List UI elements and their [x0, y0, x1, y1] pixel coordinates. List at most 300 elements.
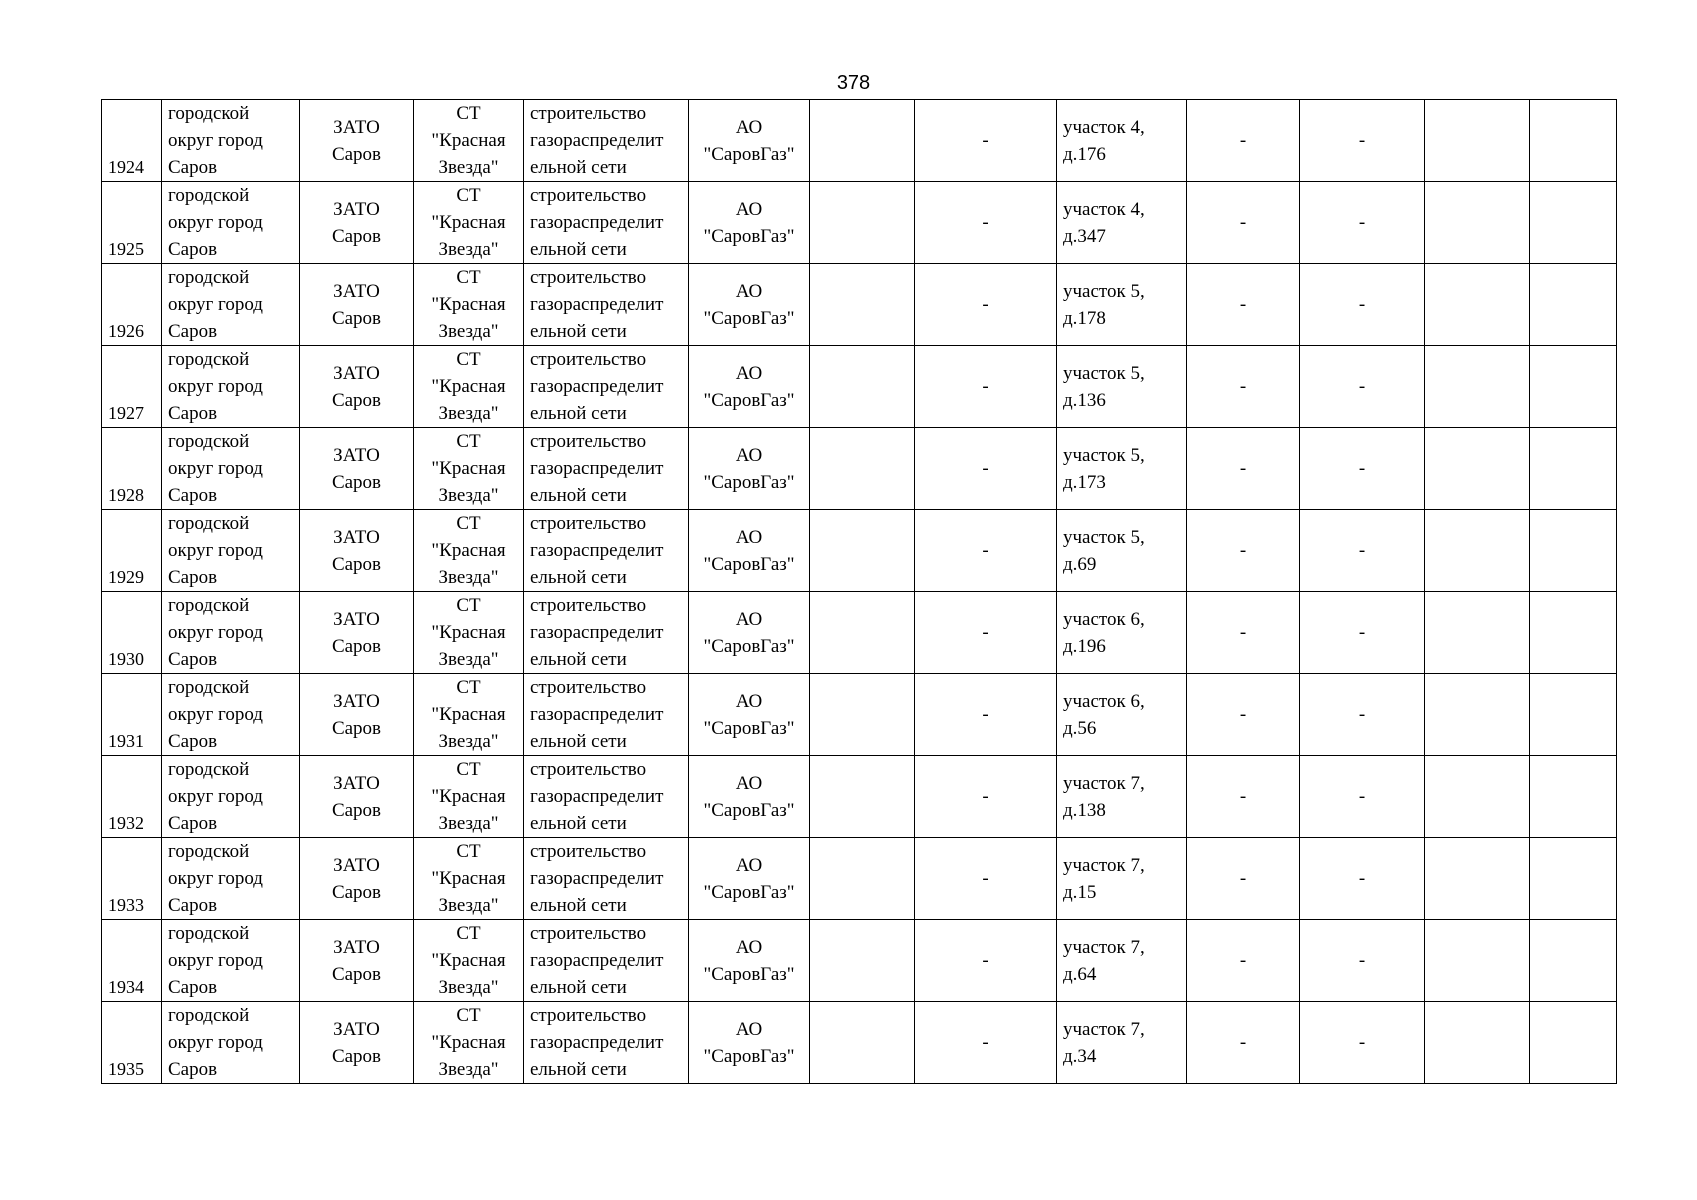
table-row	[102, 100, 1617, 182]
col8-value: -	[982, 622, 989, 643]
col8-value: -	[982, 950, 989, 971]
address-line: д.56	[1063, 717, 1097, 739]
col11-value: -	[1358, 130, 1366, 151]
purpose-line: строительство	[530, 677, 647, 698]
dash-cell-8	[915, 756, 1057, 838]
society-line: СТ	[456, 759, 481, 780]
municipality-line: округ город	[168, 130, 263, 151]
purpose-line: ельной сети	[530, 403, 627, 424]
society-line: СТ	[456, 513, 481, 534]
col11-value: -	[1358, 786, 1366, 807]
empty-cell-12	[1425, 838, 1530, 920]
table-body	[102, 100, 1617, 1084]
dash-cell-8	[915, 1002, 1057, 1084]
society-line: СТ	[456, 103, 481, 124]
society-line: "Красная	[431, 868, 506, 889]
address-cell	[1057, 592, 1187, 674]
organization-line: АО	[735, 526, 763, 548]
municipality-line: округ город	[168, 458, 263, 479]
municipality-line: округ город	[168, 868, 263, 889]
empty-cell-13	[1530, 100, 1617, 182]
organization-cell	[689, 428, 810, 510]
purpose-cell	[524, 428, 689, 510]
municipality-cell	[162, 510, 300, 592]
empty-cell-7	[810, 182, 915, 264]
municipality-cell	[162, 428, 300, 510]
society-line: СТ	[456, 677, 481, 698]
zato-line: Саров	[331, 307, 382, 329]
address-line: участок 6,	[1063, 690, 1145, 712]
municipality-cell	[162, 100, 300, 182]
society-line: СТ	[456, 431, 481, 452]
row-number-cell	[102, 264, 162, 346]
empty-cell-7	[810, 100, 915, 182]
organization-line: "СаровГаз"	[703, 389, 795, 411]
empty-cell-12	[1425, 346, 1530, 428]
row-number-cell	[102, 100, 162, 182]
purpose-line: ельной сети	[530, 567, 627, 588]
empty-cell-12	[1425, 674, 1530, 756]
col10-value: -	[1239, 212, 1247, 233]
municipality-line: Саров	[168, 239, 218, 260]
dash-cell-8	[915, 674, 1057, 756]
society-line: "Красная	[431, 1032, 506, 1053]
col10-value: -	[1239, 458, 1247, 479]
empty-cell-13	[1530, 674, 1617, 756]
purpose-cell	[524, 920, 689, 1002]
dash-cell-8	[915, 182, 1057, 264]
dash-cell-10	[1187, 264, 1300, 346]
page-number: 378	[836, 72, 871, 94]
col8-value: -	[982, 540, 989, 561]
row-number-cell	[102, 756, 162, 838]
purpose-cell	[524, 838, 689, 920]
zato-line: ЗАТО	[333, 936, 380, 958]
zato-line: Саров	[331, 963, 382, 985]
col11-value: -	[1358, 704, 1366, 725]
table-row	[102, 674, 1617, 756]
row-number: 1925	[108, 239, 144, 259]
col10-value: -	[1239, 622, 1247, 643]
row-number: 1924	[108, 157, 144, 177]
municipality-line: Саров	[168, 157, 218, 178]
col10-value: -	[1239, 376, 1247, 397]
municipality-cell	[162, 756, 300, 838]
empty-cell-12	[1425, 756, 1530, 838]
dash-cell-11	[1300, 428, 1425, 510]
col10-value: -	[1239, 868, 1247, 889]
empty-cell-13	[1530, 838, 1617, 920]
municipality-line: городской	[168, 841, 250, 862]
dash-cell-8	[915, 100, 1057, 182]
zato-cell	[300, 674, 414, 756]
zato-cell	[300, 1002, 414, 1084]
society-line: СТ	[456, 595, 481, 616]
col10-value: -	[1239, 786, 1247, 807]
society-line: Звезда"	[438, 239, 499, 260]
society-line: "Красная	[431, 212, 506, 233]
municipality-cell	[162, 264, 300, 346]
empty-cell-12	[1425, 428, 1530, 510]
society-line: "Красная	[431, 622, 506, 643]
purpose-cell	[524, 1002, 689, 1084]
organization-cell	[689, 182, 810, 264]
society-line: Звезда"	[438, 321, 499, 342]
purpose-line: строительство	[530, 513, 647, 534]
address-line: д.178	[1063, 307, 1106, 329]
col11-value: -	[1358, 458, 1366, 479]
address-line: участок 7,	[1063, 772, 1145, 794]
empty-cell-7	[810, 838, 915, 920]
address-cell	[1057, 264, 1187, 346]
society-line: "Красная	[431, 786, 506, 807]
empty-cell-13	[1530, 428, 1617, 510]
col11-value: -	[1358, 212, 1366, 233]
col8-value: -	[982, 294, 989, 315]
zato-line: ЗАТО	[333, 526, 380, 548]
address-cell	[1057, 100, 1187, 182]
organization-line: АО	[735, 608, 763, 630]
municipality-line: Саров	[168, 649, 218, 670]
municipality-line: городской	[168, 513, 250, 534]
address-line: д.173	[1063, 471, 1106, 493]
purpose-line: газораспределит	[530, 1032, 664, 1053]
col10-value: -	[1239, 704, 1247, 725]
society-line: "Красная	[431, 704, 506, 725]
organization-cell	[689, 346, 810, 428]
col11-value: -	[1358, 622, 1366, 643]
dash-cell-10	[1187, 756, 1300, 838]
purpose-line: строительство	[530, 759, 647, 780]
purpose-line: газораспределит	[530, 704, 664, 725]
empty-cell-12	[1425, 182, 1530, 264]
municipality-line: Саров	[168, 895, 218, 916]
dash-cell-11	[1300, 674, 1425, 756]
dash-cell-8	[915, 838, 1057, 920]
col11-value: -	[1358, 1032, 1366, 1053]
society-line: СТ	[456, 185, 481, 206]
organization-cell	[689, 100, 810, 182]
purpose-cell	[524, 592, 689, 674]
zato-line: ЗАТО	[333, 608, 380, 630]
zato-cell	[300, 592, 414, 674]
zato-line: Саров	[331, 1045, 382, 1067]
society-line: Звезда"	[438, 403, 499, 424]
municipality-line: городской	[168, 595, 250, 616]
municipality-line: Саров	[168, 813, 218, 834]
address-line: д.347	[1063, 225, 1106, 247]
zato-cell	[300, 182, 414, 264]
dash-cell-10	[1187, 1002, 1300, 1084]
society-line: СТ	[456, 349, 481, 370]
organization-line: АО	[735, 1018, 763, 1040]
purpose-line: строительство	[530, 431, 647, 452]
empty-cell-13	[1530, 510, 1617, 592]
col11-value: -	[1358, 294, 1366, 315]
zato-line: ЗАТО	[333, 854, 380, 876]
zato-line: ЗАТО	[333, 772, 380, 794]
organization-line: "СаровГаз"	[703, 881, 795, 903]
address-line: д.64	[1063, 963, 1097, 985]
municipality-cell	[162, 346, 300, 428]
empty-cell-7	[810, 346, 915, 428]
purpose-line: ельной сети	[530, 813, 627, 834]
purpose-cell	[524, 674, 689, 756]
society-line: СТ	[456, 841, 481, 862]
address-line: участок 7,	[1063, 1018, 1145, 1040]
col8-value: -	[982, 868, 989, 889]
table-row	[102, 592, 1617, 674]
society-line: Звезда"	[438, 649, 499, 670]
address-line: д.136	[1063, 389, 1106, 411]
empty-cell-13	[1530, 592, 1617, 674]
address-line: участок 5,	[1063, 280, 1145, 302]
purpose-line: газораспределит	[530, 540, 664, 561]
purpose-line: ельной сети	[530, 731, 627, 752]
purpose-line: газораспределит	[530, 130, 664, 151]
dash-cell-11	[1300, 592, 1425, 674]
address-cell	[1057, 1002, 1187, 1084]
society-line: Звезда"	[438, 813, 499, 834]
zato-cell	[300, 346, 414, 428]
col8-value: -	[982, 786, 989, 807]
purpose-line: строительство	[530, 1005, 647, 1026]
row-number-cell	[102, 920, 162, 1002]
organization-line: "СаровГаз"	[703, 717, 795, 739]
zato-cell	[300, 264, 414, 346]
society-line: "Красная	[431, 376, 506, 397]
society-line: "Красная	[431, 458, 506, 479]
dash-cell-11	[1300, 264, 1425, 346]
empty-cell-12	[1425, 264, 1530, 346]
empty-cell-7	[810, 1002, 915, 1084]
society-cell	[414, 920, 524, 1002]
zato-line: Саров	[331, 717, 382, 739]
dash-cell-11	[1300, 756, 1425, 838]
municipality-line: Саров	[168, 321, 218, 342]
address-line: д.34	[1063, 1045, 1097, 1067]
dash-cell-11	[1300, 182, 1425, 264]
society-line: Звезда"	[438, 1059, 499, 1080]
empty-cell-7	[810, 264, 915, 346]
dash-cell-8	[915, 510, 1057, 592]
row-number: 1929	[108, 567, 144, 587]
municipality-line: округ город	[168, 786, 263, 807]
municipality-line: городской	[168, 1005, 250, 1026]
purpose-line: строительство	[530, 185, 647, 206]
purpose-line: строительство	[530, 595, 647, 616]
dash-cell-11	[1300, 920, 1425, 1002]
purpose-cell	[524, 264, 689, 346]
municipality-line: городской	[168, 185, 250, 206]
address-line: участок 5,	[1063, 362, 1145, 384]
zato-cell	[300, 920, 414, 1002]
empty-cell-12	[1425, 100, 1530, 182]
address-line: участок 4,	[1063, 198, 1145, 220]
row-number: 1931	[108, 731, 144, 751]
organization-line: АО	[735, 854, 763, 876]
empty-cell-7	[810, 510, 915, 592]
dash-cell-11	[1300, 838, 1425, 920]
purpose-line: ельной сети	[530, 1059, 627, 1080]
organization-line: "СаровГаз"	[703, 307, 795, 329]
purpose-line: газораспределит	[530, 950, 664, 971]
purpose-line: газораспределит	[530, 622, 664, 643]
empty-cell-7	[810, 756, 915, 838]
empty-cell-12	[1425, 510, 1530, 592]
society-line: СТ	[456, 267, 481, 288]
col10-value: -	[1239, 130, 1247, 151]
society-line: "Красная	[431, 130, 506, 151]
municipality-line: округ город	[168, 622, 263, 643]
purpose-cell	[524, 100, 689, 182]
col11-value: -	[1358, 868, 1366, 889]
zato-line: ЗАТО	[333, 362, 380, 384]
empty-cell-13	[1530, 346, 1617, 428]
address-line: д.196	[1063, 635, 1106, 657]
dash-cell-8	[915, 264, 1057, 346]
society-cell	[414, 838, 524, 920]
dash-cell-10	[1187, 838, 1300, 920]
purpose-line: строительство	[530, 349, 647, 370]
society-cell	[414, 674, 524, 756]
society-line: СТ	[456, 1005, 481, 1026]
dash-cell-10	[1187, 428, 1300, 510]
society-line: Звезда"	[438, 731, 499, 752]
address-line: участок 5,	[1063, 526, 1145, 548]
col10-value: -	[1239, 950, 1247, 971]
organization-cell	[689, 838, 810, 920]
table-row	[102, 920, 1617, 1002]
organization-line: АО	[735, 690, 763, 712]
zato-line: Саров	[331, 799, 382, 821]
society-line: Звезда"	[438, 977, 499, 998]
address-cell	[1057, 428, 1187, 510]
address-line: участок 6,	[1063, 608, 1145, 630]
table-row	[102, 1002, 1617, 1084]
purpose-line: строительство	[530, 923, 647, 944]
purpose-line: газораспределит	[530, 212, 664, 233]
organization-line: АО	[735, 198, 763, 220]
organization-line: "СаровГаз"	[703, 225, 795, 247]
municipality-line: городской	[168, 759, 250, 780]
organization-line: АО	[735, 772, 763, 794]
zato-cell	[300, 100, 414, 182]
dash-cell-8	[915, 428, 1057, 510]
address-cell	[1057, 346, 1187, 428]
municipality-cell	[162, 920, 300, 1002]
row-number-cell	[102, 674, 162, 756]
society-line: Звезда"	[438, 895, 499, 916]
zato-cell	[300, 756, 414, 838]
society-cell	[414, 346, 524, 428]
dash-cell-10	[1187, 182, 1300, 264]
dash-cell-8	[915, 346, 1057, 428]
society-line: СТ	[456, 923, 481, 944]
address-line: участок 4,	[1063, 116, 1145, 138]
row-number: 1930	[108, 649, 144, 669]
table-row	[102, 510, 1617, 592]
col8-value: -	[982, 376, 989, 397]
municipality-line: округ город	[168, 376, 263, 397]
address-cell	[1057, 920, 1187, 1002]
table-row	[102, 182, 1617, 264]
col11-value: -	[1358, 376, 1366, 397]
purpose-line: газораспределит	[530, 458, 664, 479]
society-cell	[414, 100, 524, 182]
organization-cell	[689, 674, 810, 756]
address-line: участок 7,	[1063, 936, 1145, 958]
table-row	[102, 264, 1617, 346]
municipality-line: Саров	[168, 977, 218, 998]
municipality-line: округ город	[168, 212, 263, 233]
dash-cell-10	[1187, 674, 1300, 756]
zato-line: ЗАТО	[333, 444, 380, 466]
organization-line: АО	[735, 362, 763, 384]
dash-cell-11	[1300, 100, 1425, 182]
address-cell	[1057, 510, 1187, 592]
row-number-cell	[102, 346, 162, 428]
organization-line: "СаровГаз"	[703, 635, 795, 657]
empty-cell-7	[810, 592, 915, 674]
dash-cell-10	[1187, 920, 1300, 1002]
table-row	[102, 428, 1617, 510]
empty-cell-7	[810, 920, 915, 1002]
address-line: участок 5,	[1063, 444, 1145, 466]
organization-line: "СаровГаз"	[703, 471, 795, 493]
table-row	[102, 838, 1617, 920]
row-number: 1928	[108, 485, 144, 505]
organization-line: АО	[735, 116, 763, 138]
zato-line: Саров	[331, 389, 382, 411]
address-line: д.138	[1063, 799, 1106, 821]
municipality-line: Саров	[168, 731, 218, 752]
society-cell	[414, 756, 524, 838]
empty-cell-13	[1530, 756, 1617, 838]
purpose-line: строительство	[530, 103, 647, 124]
dash-cell-10	[1187, 346, 1300, 428]
purpose-line: газораспределит	[530, 294, 664, 315]
society-line: Звезда"	[438, 485, 499, 506]
row-number-cell	[102, 510, 162, 592]
registry-table	[101, 99, 1617, 1084]
row-number: 1935	[108, 1059, 144, 1079]
municipality-line: Саров	[168, 485, 218, 506]
municipality-line: городской	[168, 677, 250, 698]
purpose-line: ельной сети	[530, 895, 627, 916]
zato-line: ЗАТО	[333, 1018, 380, 1040]
empty-cell-13	[1530, 264, 1617, 346]
organization-cell	[689, 1002, 810, 1084]
empty-cell-12	[1425, 1002, 1530, 1084]
organization-cell	[689, 920, 810, 1002]
organization-line: "СаровГаз"	[703, 799, 795, 821]
society-line: "Красная	[431, 294, 506, 315]
purpose-line: строительство	[530, 841, 647, 862]
dash-cell-10	[1187, 510, 1300, 592]
purpose-line: газораспределит	[530, 868, 664, 889]
society-cell	[414, 1002, 524, 1084]
municipality-line: округ город	[168, 704, 263, 725]
municipality-line: городской	[168, 923, 250, 944]
organization-line: "СаровГаз"	[703, 1045, 795, 1067]
address-cell	[1057, 182, 1187, 264]
row-number: 1927	[108, 403, 144, 423]
address-line: д.176	[1063, 143, 1106, 165]
col10-value: -	[1239, 1032, 1247, 1053]
society-line: Звезда"	[438, 157, 499, 178]
municipality-line: городской	[168, 349, 250, 370]
